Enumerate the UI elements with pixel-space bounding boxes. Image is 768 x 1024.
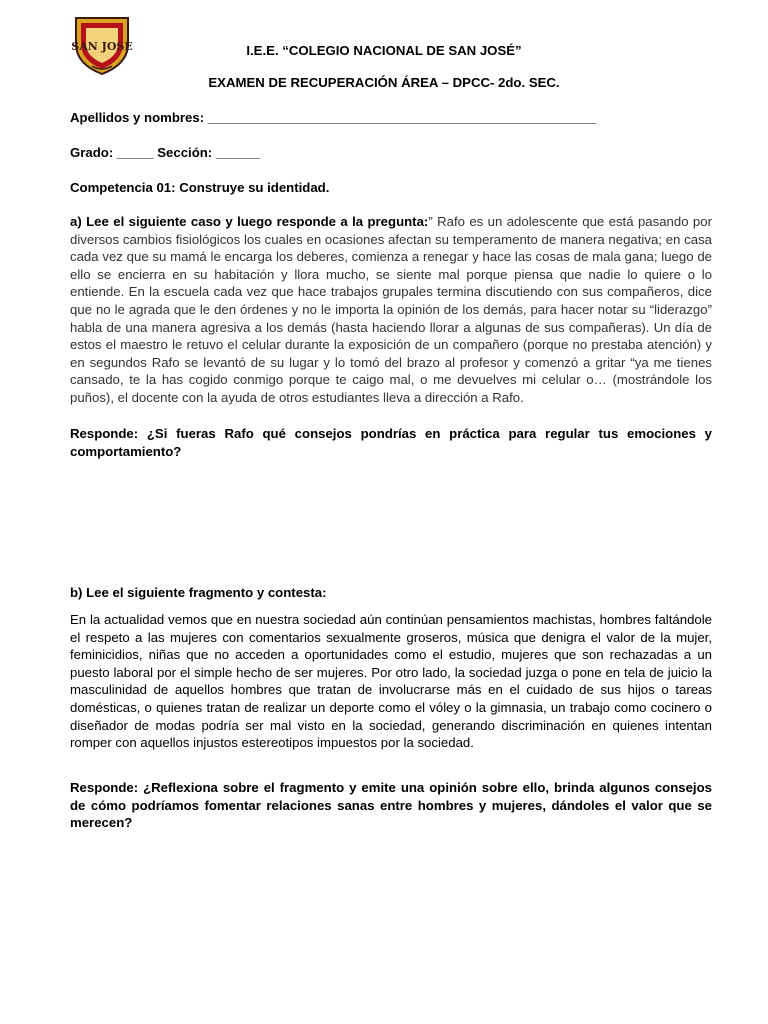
section-a-prompt: a) Lee el siguiente caso y luego responde a la pregunta: xyxy=(70,214,429,229)
section-a-case xyxy=(70,213,712,407)
competency-heading: Competencia 01: Construye su identidad. xyxy=(70,180,330,195)
section-b-prompt: b) Lee el siguiente fragmento y contesta: xyxy=(70,585,327,600)
school-name: I.E.E. “COLEGIO NACIONAL DE SAN JOSÉ” xyxy=(246,43,522,58)
exam-title: EXAMEN DE RECUPERACIÓN ÁREA – DPCC- 2do. SEC. xyxy=(208,75,560,90)
section-b-text: En la actualidad vemos que en nuestra sociedad aún continúan pensamientos machistas, hombres faltándole el respeto a las mujeres con comentarios sexualmente groseros, música que denigra el valor de la mujer, feminicidios, niñas que no acceden a oportunidades como el estudio, mujeres que son rechazadas a un puesto laboral por el simple hecho de ser mujeres. Por otro lado, la sociedad juzga o pone en tela de juicio la masculinidad de aquellos hombres que tratan de involucrarse más en el cuidado de sus hijos o tareas domésticas, o quienes tratan de realizar un deporte como el vóley o la gimnasia, un trabajo como cocinero o diseñador de modas podría ser mal visto en la sociedad, generando discriminación en quienes intentan romper con aquellos injustos estereotipos impuestos por la sociedad. xyxy=(70,612,712,751)
grade-section-field: Grado: _____ Sección: ______ xyxy=(70,145,260,160)
names-field: Apellidos y nombres: _____________________________________________________ xyxy=(70,110,597,125)
section-a-text: ” Rafo es un adolescente que está pasando por diversos cambios fisiológicos los cuales en ocasiones afectan su temperamento de manera negativa; en casa cada vez que su mamá le encarga los deberes, comienza a renegar y hace las cosas de mala gana; luego de ello se encierra en su habitación y llora mucho, se siente mal porque piensa que nadie lo quiere o lo entiende. En la escuela cada vez que hace trabajos grupales termina discutiendo con sus compañeros, dice que no le agrada que le den órdenes y no le importa la opinión de los demás, para hacer notar su “liderazgo” habla de una manera agresiva a los demás (hasta haciendo llorar a algunas de sus compañeras). Un día de estos el maestro le retuvo el celular durante la exposición de un compañero (porque no prestaba atención) y en segundos Rafo se levantó de su lugar y lo tomó del brazo al profesor y comenzó a gritar “ya me tienes cansado, te la has cogido conmigo porque te caigo mal, o me devuelves mi celular o… (mostrándole los puños), el docente con la ayuda de otros estudiantes lleva a dirección a Rafo. xyxy=(70,214,712,405)
crest-text: SAN JOSE xyxy=(71,40,133,53)
section-a-question: Responde: ¿Si fueras Rafo qué consejos pondrías en práctica para regular tus emociones y comportamiento? xyxy=(70,426,712,459)
section-b-question: Responde: ¿Reflexiona sobre el fragmento y emite una opinión sobre ello, brinda algunos consejos de cómo podríamos fomentar relaciones sanas entre hombres y mujeres, dándoles el valor que se merecen? xyxy=(70,780,712,831)
